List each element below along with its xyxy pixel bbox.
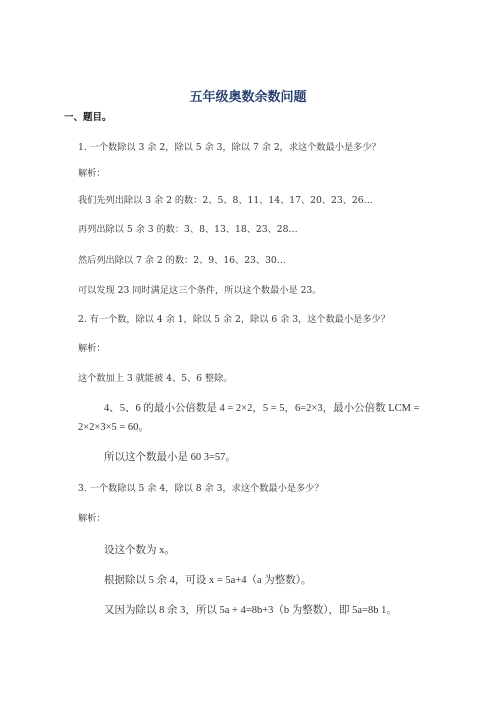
question-2: 2. 有一个数，除以 4 余 1，除以 5 余 2，除以 6 余 3，这个数最小是多少？	[78, 314, 390, 325]
document-title: 五年级奥数余数问题	[189, 90, 307, 105]
text-line: 根据除以 5 余 4，可设 x = 5a+4（a 为整数）。	[104, 575, 312, 586]
text-line: 我们先列出除以 3 余 2 的数：2、5、8、11、14、17、20、23、26…	[78, 195, 373, 206]
question-3: 3. 一个数除以 5 余 4，除以 8 余 3，求这个数最小是多少？	[78, 483, 324, 494]
text-line: 再列出除以 5 余 3 的数：3、8、13、18、23、28…	[78, 224, 298, 235]
text-line: 又因为除以 8 余 3，所以 5a + 4=8b+3（b 为整数），即 5a=8b 1。	[104, 605, 397, 616]
analysis-label-2: 解析：	[78, 343, 106, 354]
analysis-label-3: 解析：	[78, 513, 106, 524]
text-line: 这个数加上 3 就能被 4、5、6 整除。	[78, 373, 233, 384]
text-line: 4、5、6 的最小公倍数是 4 = 2×2，5 = 5，6=2×3，最小公倍数 LCM =	[104, 403, 420, 414]
text-line: 然后列出除以 7 余 2 的数：2、9、16、23、30…	[78, 255, 286, 266]
text-line: 2×2×3×5 = 60。	[78, 422, 149, 433]
text-line: 可以发现 23 同时满足这三个条件，所以这个数最小是 23。	[78, 285, 322, 296]
text-line: 所以这个数最小是 60 3=57。	[104, 452, 236, 463]
question-1: 1. 一个数除以 3 余 2，除以 5 余 3，除以 7 余 2，求这个数最小是多少？	[78, 142, 381, 153]
section-heading: 一、题目。	[64, 112, 112, 123]
analysis-label-1: 解析：	[78, 168, 106, 179]
text-line: 设这个数为 x。	[104, 545, 175, 556]
